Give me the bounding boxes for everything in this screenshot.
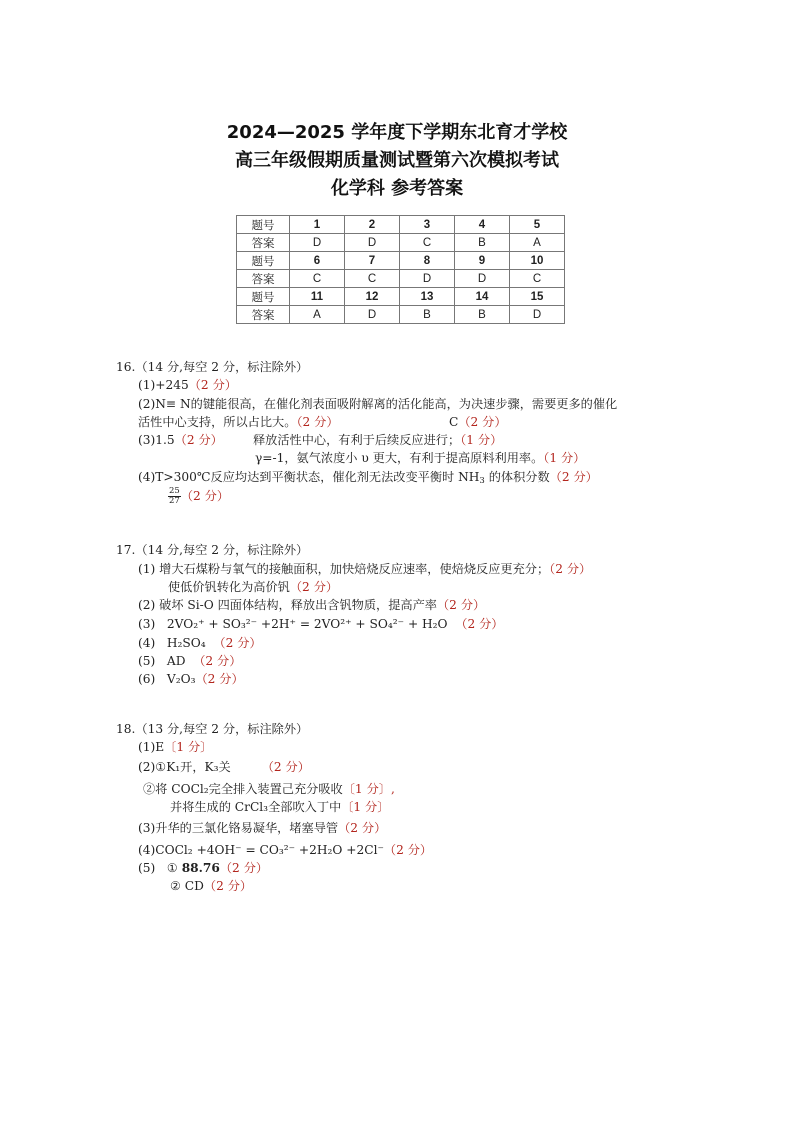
q18-part5b-score: （2 分）	[203, 879, 253, 893]
q18-part2-answer: (2)①K₁开，K₃关	[138, 760, 231, 774]
q16-part4-tail: 的体积分数	[484, 470, 550, 484]
q16-part3-score: （2 分）	[174, 433, 223, 447]
q16-part2-choice-score: （2 分）	[458, 415, 507, 429]
q17-part1-score: （2 分）	[549, 562, 592, 576]
answer-table-cell: 8	[400, 252, 455, 270]
q17-part5-answer: AD	[166, 654, 186, 668]
q16-part3-gamma-text: γ=-1，氨气浓度小 υ 更大，有利于提高原料利用率。	[255, 451, 544, 465]
q18-part2b	[143, 781, 395, 797]
q16-part1-answer: (1)+245	[138, 378, 189, 392]
q18-part5-label: (5)	[138, 861, 156, 875]
q18-part5a	[138, 860, 268, 876]
q16-part4-fraction	[168, 487, 181, 506]
answer-table-row-label: 题号	[237, 252, 290, 270]
answer-table-row	[237, 234, 565, 252]
q16-part4-score: （2 分）	[549, 470, 598, 484]
q16-part4-fraction-line	[168, 487, 229, 506]
exam-title-school: 2024—2025 学年度下学期东北育才学校	[226, 122, 568, 143]
q18-heading: 18.（13 分,每空 2 分，标注除外）	[116, 722, 309, 736]
q16-part3-reason	[253, 432, 502, 448]
q18-part5b	[170, 878, 252, 894]
answer-table-cell: 9	[455, 252, 510, 270]
q18-part5a-marker: ①	[166, 861, 178, 875]
q18-part4-answer: (4)COCl₂ +4OH⁻ = CO₃²⁻ +2H₂O +2Cl⁻	[138, 843, 384, 857]
q16-part4-text: (4)T>300℃反应均达到平衡状态，催化剂无法改变平衡时 NH	[138, 470, 480, 484]
answer-table-cell: 13	[400, 288, 455, 306]
answer-table-cell: 6	[290, 252, 345, 270]
q18-part5a-score: （2 分）	[219, 861, 269, 875]
answer-table-cell: C	[345, 270, 400, 288]
q18-part3-score: （2 分）	[338, 821, 387, 835]
answer-table	[236, 215, 565, 324]
q17-part3-label: (3)	[138, 617, 156, 631]
answer-table-row	[237, 270, 565, 288]
answer-table-row-label: 答案	[237, 306, 290, 324]
q17-part4-label: (4)	[138, 636, 156, 650]
answer-table-row-label: 答案	[237, 270, 290, 288]
answer-table-row	[237, 216, 565, 234]
answer-table-cell: B	[400, 306, 455, 324]
q16-part3-gamma-score: （1 分）	[543, 451, 586, 465]
q18-part2c-score: 〔1 分〕	[341, 800, 390, 814]
q18-part5a-answer: 88.76	[181, 861, 220, 875]
q17-part4-score: （2 分）	[213, 636, 262, 650]
q17-part6-label: (6)	[138, 672, 156, 686]
answer-table-cell: 4	[455, 216, 510, 234]
q16-part2-choice-answer: C	[449, 415, 459, 429]
answer-table-row-label: 题号	[237, 288, 290, 306]
q17-part4	[138, 635, 262, 651]
q17-part1-score2: （2 分）	[289, 580, 339, 594]
q18-part1-score: 〔1 分〕	[164, 740, 213, 754]
q18-part2c-answer: 并将生成的 CrCl₃全部吹入丁中	[170, 800, 342, 814]
q17-part5	[138, 653, 241, 669]
q17-part5-label: (5)	[138, 654, 156, 668]
q17-part6-score: （2 分）	[195, 672, 244, 686]
answer-table-cell: B	[455, 234, 510, 252]
q18-part2b-answer: ②将 COCl₂完全排入装置己充分吸收	[143, 782, 343, 796]
q16-part4-fraction-score: （2 分）	[180, 489, 230, 503]
answer-table-cell: 14	[455, 288, 510, 306]
q16-part2-answer: 活性中心支持，所以占比大。	[138, 415, 297, 429]
q16-part2-line2	[138, 414, 339, 430]
q17-part3	[138, 616, 503, 632]
q16-part4	[138, 469, 598, 489]
q17-part5-score: （2 分）	[193, 654, 242, 668]
answer-table-cell: 12	[345, 288, 400, 306]
q18-part4	[138, 842, 432, 858]
q16-part1	[138, 377, 237, 393]
answer-table-cell: 5	[510, 216, 565, 234]
q17-part2	[138, 597, 485, 613]
q18-part2-score: （2 分）	[261, 760, 310, 774]
answer-table-cell: 1	[290, 216, 345, 234]
answer-table-cell: 15	[510, 288, 565, 306]
fraction-denominator: 27	[169, 496, 180, 506]
q17-part6-answer: V₂O₃	[166, 672, 196, 686]
q16-part3-reason-score: （1 分）	[460, 433, 503, 447]
q17-part3-score: （2 分）	[455, 617, 504, 631]
answer-table-cell: A	[290, 306, 345, 324]
answer-table-row	[237, 252, 565, 270]
q18-part2c	[170, 799, 389, 815]
fraction-numerator: 25	[169, 486, 180, 496]
answer-table-cell: B	[455, 306, 510, 324]
q18-part1	[138, 739, 212, 755]
answer-table-cell: D	[290, 234, 345, 252]
q17-heading: 17.（14 分,每空 2 分，标注除外）	[116, 543, 309, 557]
q17-part3-equation: 2VO₂⁺ + SO₃²⁻ +2H⁺ = 2VO²⁺ + SO₄²⁻ + H₂O	[166, 617, 448, 631]
answer-table-cell: D	[345, 306, 400, 324]
exam-title-subject: 化学科 参考答案	[330, 178, 464, 199]
q17-part1-answer2: 使低价钒转化为高价钒	[168, 580, 290, 594]
q16-part4-subscript: 3	[479, 476, 485, 486]
q16-part2-choice	[449, 414, 507, 430]
q17-part1-answer: (1) 增大石煤粉与氧气的接触面积，加快焙烧反应速率，使焙烧反应更充分；	[138, 562, 550, 576]
answer-table-cell: C	[290, 270, 345, 288]
q16-part3-reason-text: 释放活性中心，有利于后续反应进行；	[253, 433, 461, 447]
answer-table-cell: D	[455, 270, 510, 288]
answer-table-cell: 3	[400, 216, 455, 234]
answer-table-cell: 11	[290, 288, 345, 306]
q17-part6	[138, 671, 244, 687]
q16-part3-answer: (3)1.5	[138, 433, 175, 447]
answer-table-row	[237, 306, 565, 324]
q18-part5b-answer: ② CD	[170, 879, 204, 893]
answer-table-cell: 2	[345, 216, 400, 234]
answer-table-cell: C	[400, 234, 455, 252]
q16-part2-line1: (2)N≡ N的键能很高，在催化剂表面吸附解离的活化能高，为决速步骤，需要更多的催化	[138, 397, 618, 411]
q16-heading: 16.（14 分,每空 2 分，标注除外）	[116, 360, 309, 374]
q16-part3	[138, 432, 223, 448]
answer-table-cell: D	[510, 306, 565, 324]
q17-part2-answer: (2) 破坏 Si-O 四面体结构，释放出含钒物质，提高产率	[138, 598, 437, 612]
answer-table-cell: C	[510, 270, 565, 288]
q18-part2b-score: 〔1 分〕,	[342, 782, 395, 796]
q16-part1-score: （2 分）	[188, 378, 237, 392]
answer-table-cell: A	[510, 234, 565, 252]
q16-part3-gamma	[255, 450, 585, 466]
answer-table-cell: 10	[510, 252, 565, 270]
answer-table-cell: D	[345, 234, 400, 252]
answer-table-row-label: 答案	[237, 234, 290, 252]
q18-part2	[138, 759, 310, 775]
answer-table-cell: D	[400, 270, 455, 288]
answer-table-cell: 7	[345, 252, 400, 270]
q18-part3-answer: (3)升华的三氯化铬易凝华，堵塞导管	[138, 821, 339, 835]
q18-part3	[138, 820, 386, 836]
exam-title-test: 高三年级假期质量测试暨第六次模拟考试	[235, 150, 559, 171]
q17-part4-answer: H₂SO₄	[166, 636, 206, 650]
q17-part1-line1	[138, 561, 591, 577]
answer-table-row	[237, 288, 565, 306]
q18-part4-score: （2 分）	[383, 843, 433, 857]
q18-part1-answer: (1)E	[138, 740, 165, 754]
answer-table-row-label: 题号	[237, 216, 290, 234]
q17-part1-line2	[168, 579, 338, 595]
q17-part2-score: （2 分）	[437, 598, 486, 612]
q16-part2-score: （2 分）	[296, 415, 339, 429]
